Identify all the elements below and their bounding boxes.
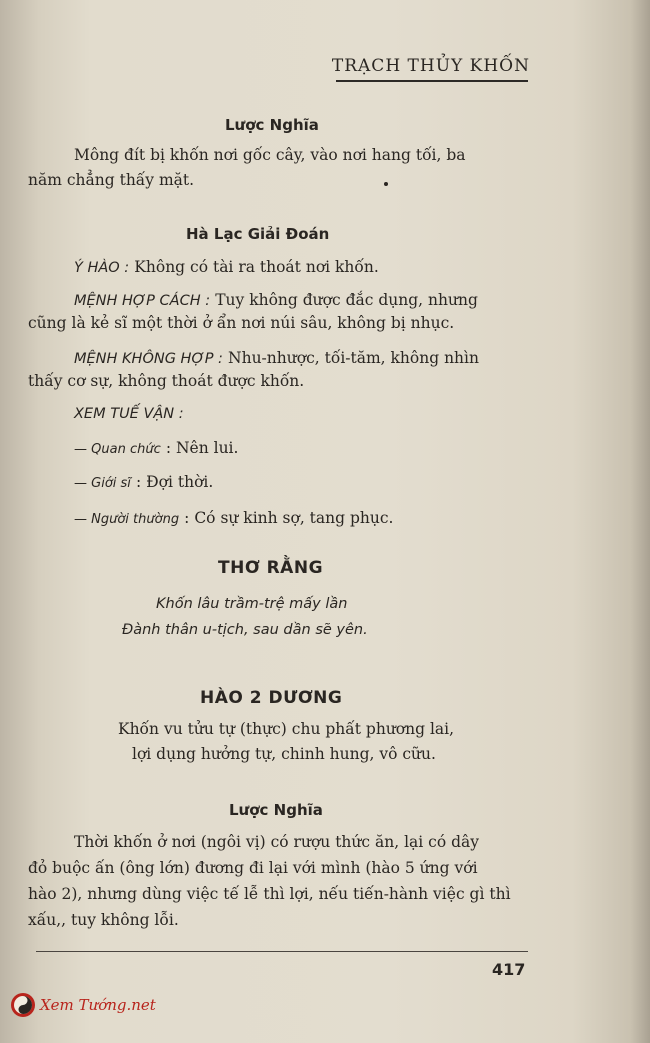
- tue-van-item-text: : Nên lui.: [165, 439, 239, 457]
- section-heading-ha-lac: Hà Lạc Giải Đoán: [186, 225, 330, 243]
- header-rule: [336, 80, 528, 82]
- verse-line: Khốn vu tửu tự (thực) chu phất phương lai,: [118, 720, 455, 738]
- menh-khong-line: [74, 348, 479, 367]
- paragraph-line: cũng là kẻ sĩ một thời ở ẩn nơi núi sâu, không bị nhục.: [28, 314, 455, 332]
- paragraph-line: thấy cơ sự, không thoát được khốn.: [28, 372, 305, 390]
- y-hao-label: Ý HÀO :: [74, 260, 130, 276]
- paragraph-line: Thời khốn ở nơi (ngôi vị) có rượu thức ăn, lại có dây: [74, 833, 480, 851]
- y-hao-text: Không có tài ra thoát nơi khốn.: [134, 258, 379, 276]
- menh-hop-line: [74, 290, 478, 309]
- tue-van-item-text: : Đợi thời.: [136, 473, 214, 491]
- hao-2-heading: HÀO 2 DƯƠNG: [200, 688, 343, 708]
- running-header: TRẠCH THỦY KHỐN: [331, 56, 530, 76]
- paragraph-line: hào 2), nhưng dùng việc tế lễ thì lợi, nếu tiến-hành việc gì thì: [28, 885, 511, 903]
- tue-van-item: [74, 438, 238, 457]
- watermark-text: Xem Tướng.net: [40, 996, 156, 1014]
- paragraph-line: năm chẳng thấy mặt.: [28, 171, 195, 189]
- section-heading-luoc-nghia-2: Lược Nghĩa: [229, 801, 323, 819]
- tue-van-item: [74, 472, 213, 491]
- menh-hop-label: MỆNH HỢP CÁCH :: [74, 293, 211, 309]
- y-hao-line: [74, 257, 379, 276]
- menh-khong-label: MỆNH KHÔNG HỢP :: [74, 351, 223, 367]
- menh-hop-text: Tuy không được đắc dụng, nhưng: [215, 291, 478, 309]
- poem-line: Đành thân u-tịch, sau dần sẽ yên.: [122, 622, 368, 638]
- tue-van-item: [74, 508, 393, 527]
- yin-yang-icon: [10, 992, 36, 1018]
- ink-speck: [384, 182, 388, 186]
- tue-van-item-label: — Người thường: [74, 512, 180, 527]
- paragraph-line: xấu,, tuy không lỗi.: [28, 911, 179, 929]
- footer-rule: [36, 951, 528, 952]
- paragraph-line: đỏ buộc ấn (ông lớn) đương đi lại với mình (hào 5 ứng với: [28, 859, 478, 877]
- verse-line: lợi dụng hưởng tự, chinh hung, vô cữu.: [132, 745, 436, 763]
- poem-heading: THƠ RẰNG: [218, 558, 324, 578]
- menh-khong-text: Nhu-nhược, tối-tăm, không nhìn: [228, 349, 479, 367]
- tue-van-item-label: — Quan chức: [74, 442, 161, 457]
- poem-line: Khốn lâu trầm-trệ mấy lần: [156, 596, 348, 612]
- paragraph-line: Mông đít bị khốn nơi gốc cây, vào nơi hang tối, ba: [74, 146, 466, 164]
- watermark: [10, 992, 156, 1018]
- page-number: 417: [492, 960, 526, 979]
- tue-van-item-label: — Giới sĩ: [74, 476, 131, 491]
- section-heading-luoc-nghia: Lược Nghĩa: [225, 116, 319, 134]
- xem-tue-label: XEM TUẾ VẬN :: [74, 406, 184, 422]
- tue-van-item-text: : Có sự kinh sợ, tang phục.: [184, 509, 394, 527]
